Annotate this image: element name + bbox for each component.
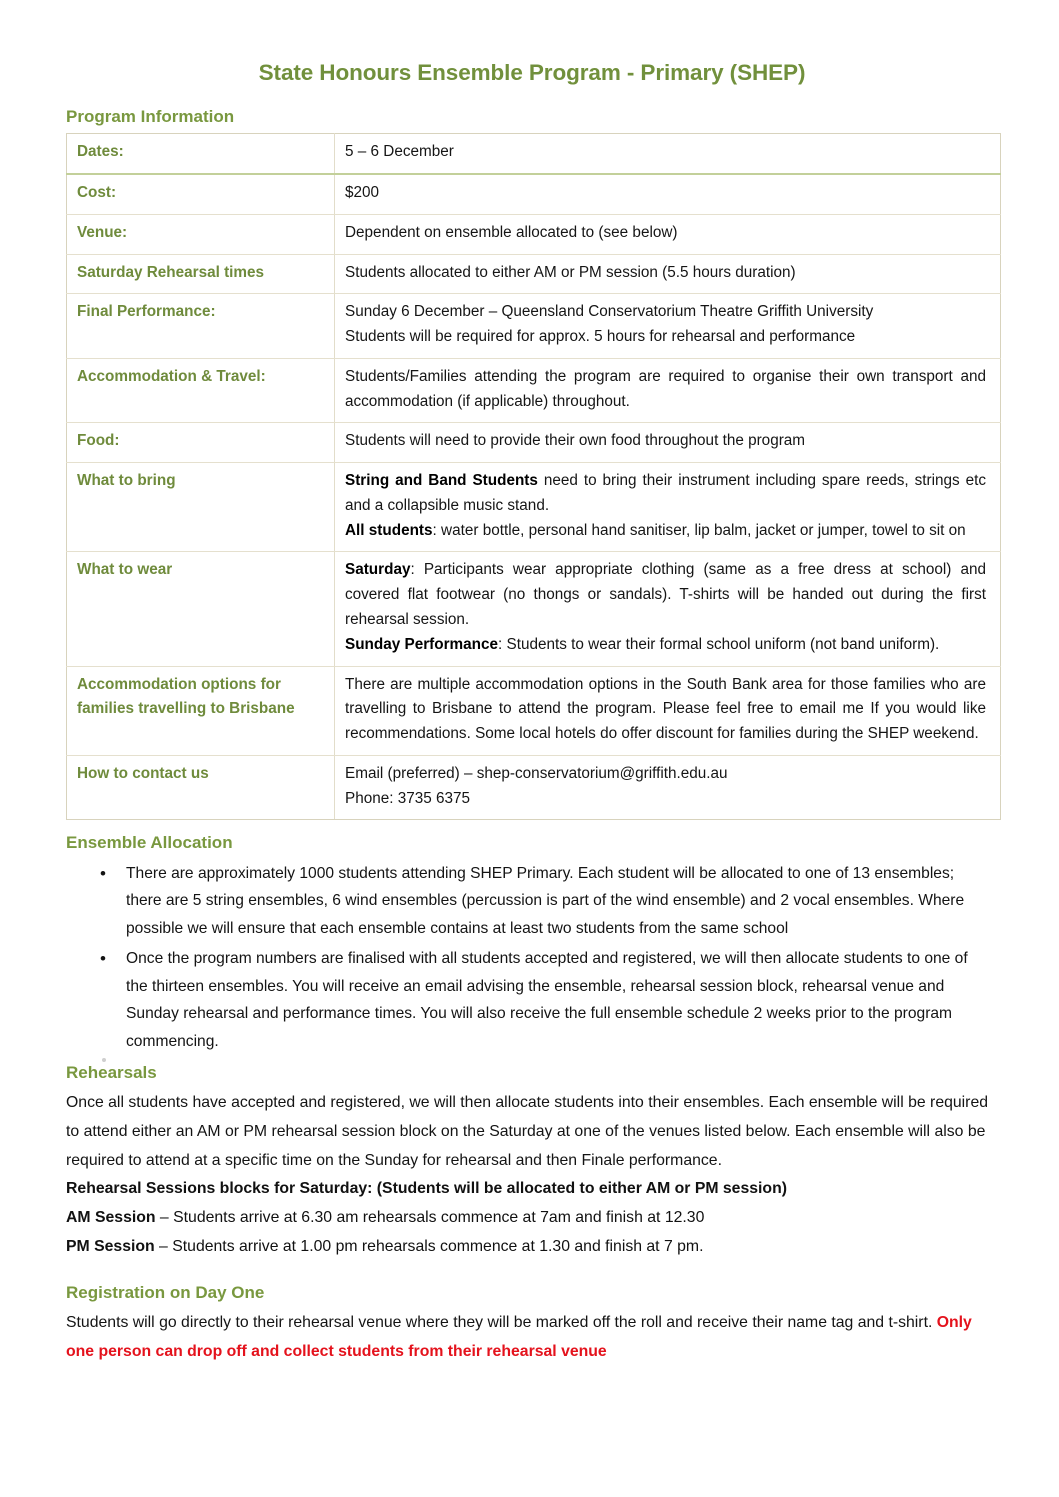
row-value: [335, 214, 1001, 254]
row-value: [335, 254, 1001, 294]
row-value-line: Students will be required for approx. 5 hours for rehearsal and performance: [345, 328, 856, 346]
row-label: Final Performance:: [67, 294, 335, 359]
row-value-lead: Sunday Performance: [345, 635, 499, 653]
row-label: Accommodation & Travel:: [67, 358, 335, 423]
section-heading-rehearsals: Rehearsals: [66, 1062, 157, 1082]
row-value: [335, 294, 1001, 359]
row-value-line: There are multiple accommodation options in the South Bank area for those families who are travelling to Brisbane to attend the program. Please feel free to email me If you would like recommendations. Some local hotels do offer discount for families during the SHEP weekend.: [345, 675, 986, 743]
registration-text: Students will go directly to their rehearsal venue where they will be marked off the roll and receive their name tag and t-shirt.: [66, 1313, 937, 1331]
row-value-rest: need to bring their instrument including spare reeds, strings etc and a collapsible music stand.: [345, 472, 986, 514]
row-label: Dates:: [67, 134, 335, 174]
row-value-paragraph: [345, 558, 986, 632]
row-label: Cost:: [67, 174, 335, 214]
registration-paragraph: [66, 1309, 998, 1367]
row-label: What to wear: [67, 552, 335, 666]
am-session-line: [66, 1204, 998, 1233]
row-value-rest: : water bottle, personal hand sanitiser, lip balm, jacket or jumper, towel to sit on: [432, 521, 966, 539]
table-row: [67, 174, 1001, 214]
row-label: Saturday Rehearsal times: [67, 254, 335, 294]
list-item: • There are approximately 1000 students attending SHEP Primary. Each student will be allocated to one of 13 ensembles; there are 5 string ensembles, 6 wind ensembles (percussion is part of the wind ensemble) and 2 vocal ensembles. Where possible we will ensure that each ensemble contains at least two students from the same school: [66, 860, 998, 943]
table-row: [67, 214, 1001, 254]
row-value-line: Students will need to provide their own food throughout the program: [345, 432, 806, 450]
row-value: [335, 463, 1001, 552]
table-row: [67, 254, 1001, 294]
am-session-label: AM Session: [66, 1209, 156, 1227]
row-label: Venue:: [67, 214, 335, 254]
table-row: [67, 358, 1001, 423]
row-value-lead: All students: [345, 521, 433, 539]
row-value-paragraph: [345, 633, 986, 658]
ensemble-allocation-list: [66, 860, 998, 1056]
program-information-table: [66, 133, 1001, 820]
page-title: State Honours Ensemble Program - Primary (SHEP): [258, 60, 806, 85]
row-label: Accommodation options for families travelling to Brisbane: [67, 666, 335, 755]
row-value-paragraph: [345, 469, 986, 519]
rehearsal-blocks-title-text: Rehearsal Sessions blocks for Saturday: (Students will be allocated to either AM or PM session): [66, 1180, 787, 1198]
row-value-line: $200: [345, 184, 380, 202]
table-row: [67, 552, 1001, 666]
row-value-line: Email (preferred) – shep-conservatorium@griffith.edu.au: [345, 764, 728, 782]
row-value: [335, 134, 1001, 174]
section-heading-program-information: Program Information: [66, 107, 235, 126]
rehearsals-intro-paragraph: Once all students have accepted and registered, we will then allocate students into their ensembles. Each ensemble will be required to attend either an AM or PM rehearsal session block on the Saturday at one of the venues listed below. Each ensemble will also be required to attend at a specific time on the Sunday for rehearsal and then Finale performance.: [66, 1094, 989, 1169]
row-value: [335, 666, 1001, 755]
row-label: Food:: [67, 423, 335, 463]
list-item: • Once the program numbers are finalised with all students accepted and registered, we will then allocate students to one of the thirteen ensembles. You will receive an email advising the ensemble, rehearsal session block, rehearsal venue and Sunday rehearsal and performance times. You will also receive the full ensemble schedule 2 weeks prior to the program commencing.: [66, 945, 998, 1056]
row-value: [335, 358, 1001, 423]
registration-alert-text: Only one person can drop off and collect students from their rehearsal venue: [66, 1313, 972, 1360]
row-value-line: Sunday 6 December – Queensland Conservatorium Theatre Griffith University: [345, 303, 874, 321]
section-heading-ensemble-allocation: Ensemble Allocation: [66, 833, 233, 853]
table-row: [67, 463, 1001, 552]
pm-session-line: [66, 1233, 998, 1262]
row-label: What to bring: [67, 463, 335, 552]
row-value: [335, 423, 1001, 463]
row-value: [335, 552, 1001, 666]
table-row: [67, 294, 1001, 359]
row-value-paragraph: [345, 519, 986, 544]
row-value-lead: String and Band Students: [345, 472, 538, 490]
table-row: [67, 134, 1001, 174]
row-value-lead: Saturday: [345, 561, 411, 579]
row-value-line: Students/Families attending the program are required to organise their own transport and accommodation (if applicable) throughout.: [345, 367, 986, 410]
rehearsal-blocks-title: [66, 1175, 998, 1204]
table-row: [67, 666, 1001, 755]
table-row: [67, 423, 1001, 463]
pm-session-text: – Students arrive at 1.00 pm rehearsals commence at 1.30 and finish at 7 pm.: [154, 1237, 704, 1255]
row-value-rest: : Students to wear their formal school uniform (not band uniform).: [498, 635, 940, 653]
am-session-text: – Students arrive at 6.30 am rehearsals commence at 7am and finish at 12.30: [155, 1209, 705, 1227]
row-value-line: 5 – 6 December: [345, 143, 454, 161]
row-label: How to contact us: [67, 755, 335, 820]
row-value: [335, 174, 1001, 214]
row-value-line: Phone: 3735 6375: [345, 789, 471, 807]
row-value-rest: : Participants wear appropriate clothing (same as a free dress at school) and covered flat footwear (no thongs or sandals). T-shirts will be handed out during the first rehearsal session.: [345, 561, 986, 628]
section-heading-registration: Registration on Day One: [66, 1282, 265, 1302]
pm-session-label: PM Session: [66, 1237, 155, 1255]
row-value: [335, 755, 1001, 820]
spacer: [66, 1262, 998, 1282]
row-value-line: Dependent on ensemble allocated to (see below): [345, 223, 678, 241]
row-value-line: Students allocated to either AM or PM session (5.5 hours duration): [345, 263, 796, 281]
table-row: [67, 755, 1001, 820]
